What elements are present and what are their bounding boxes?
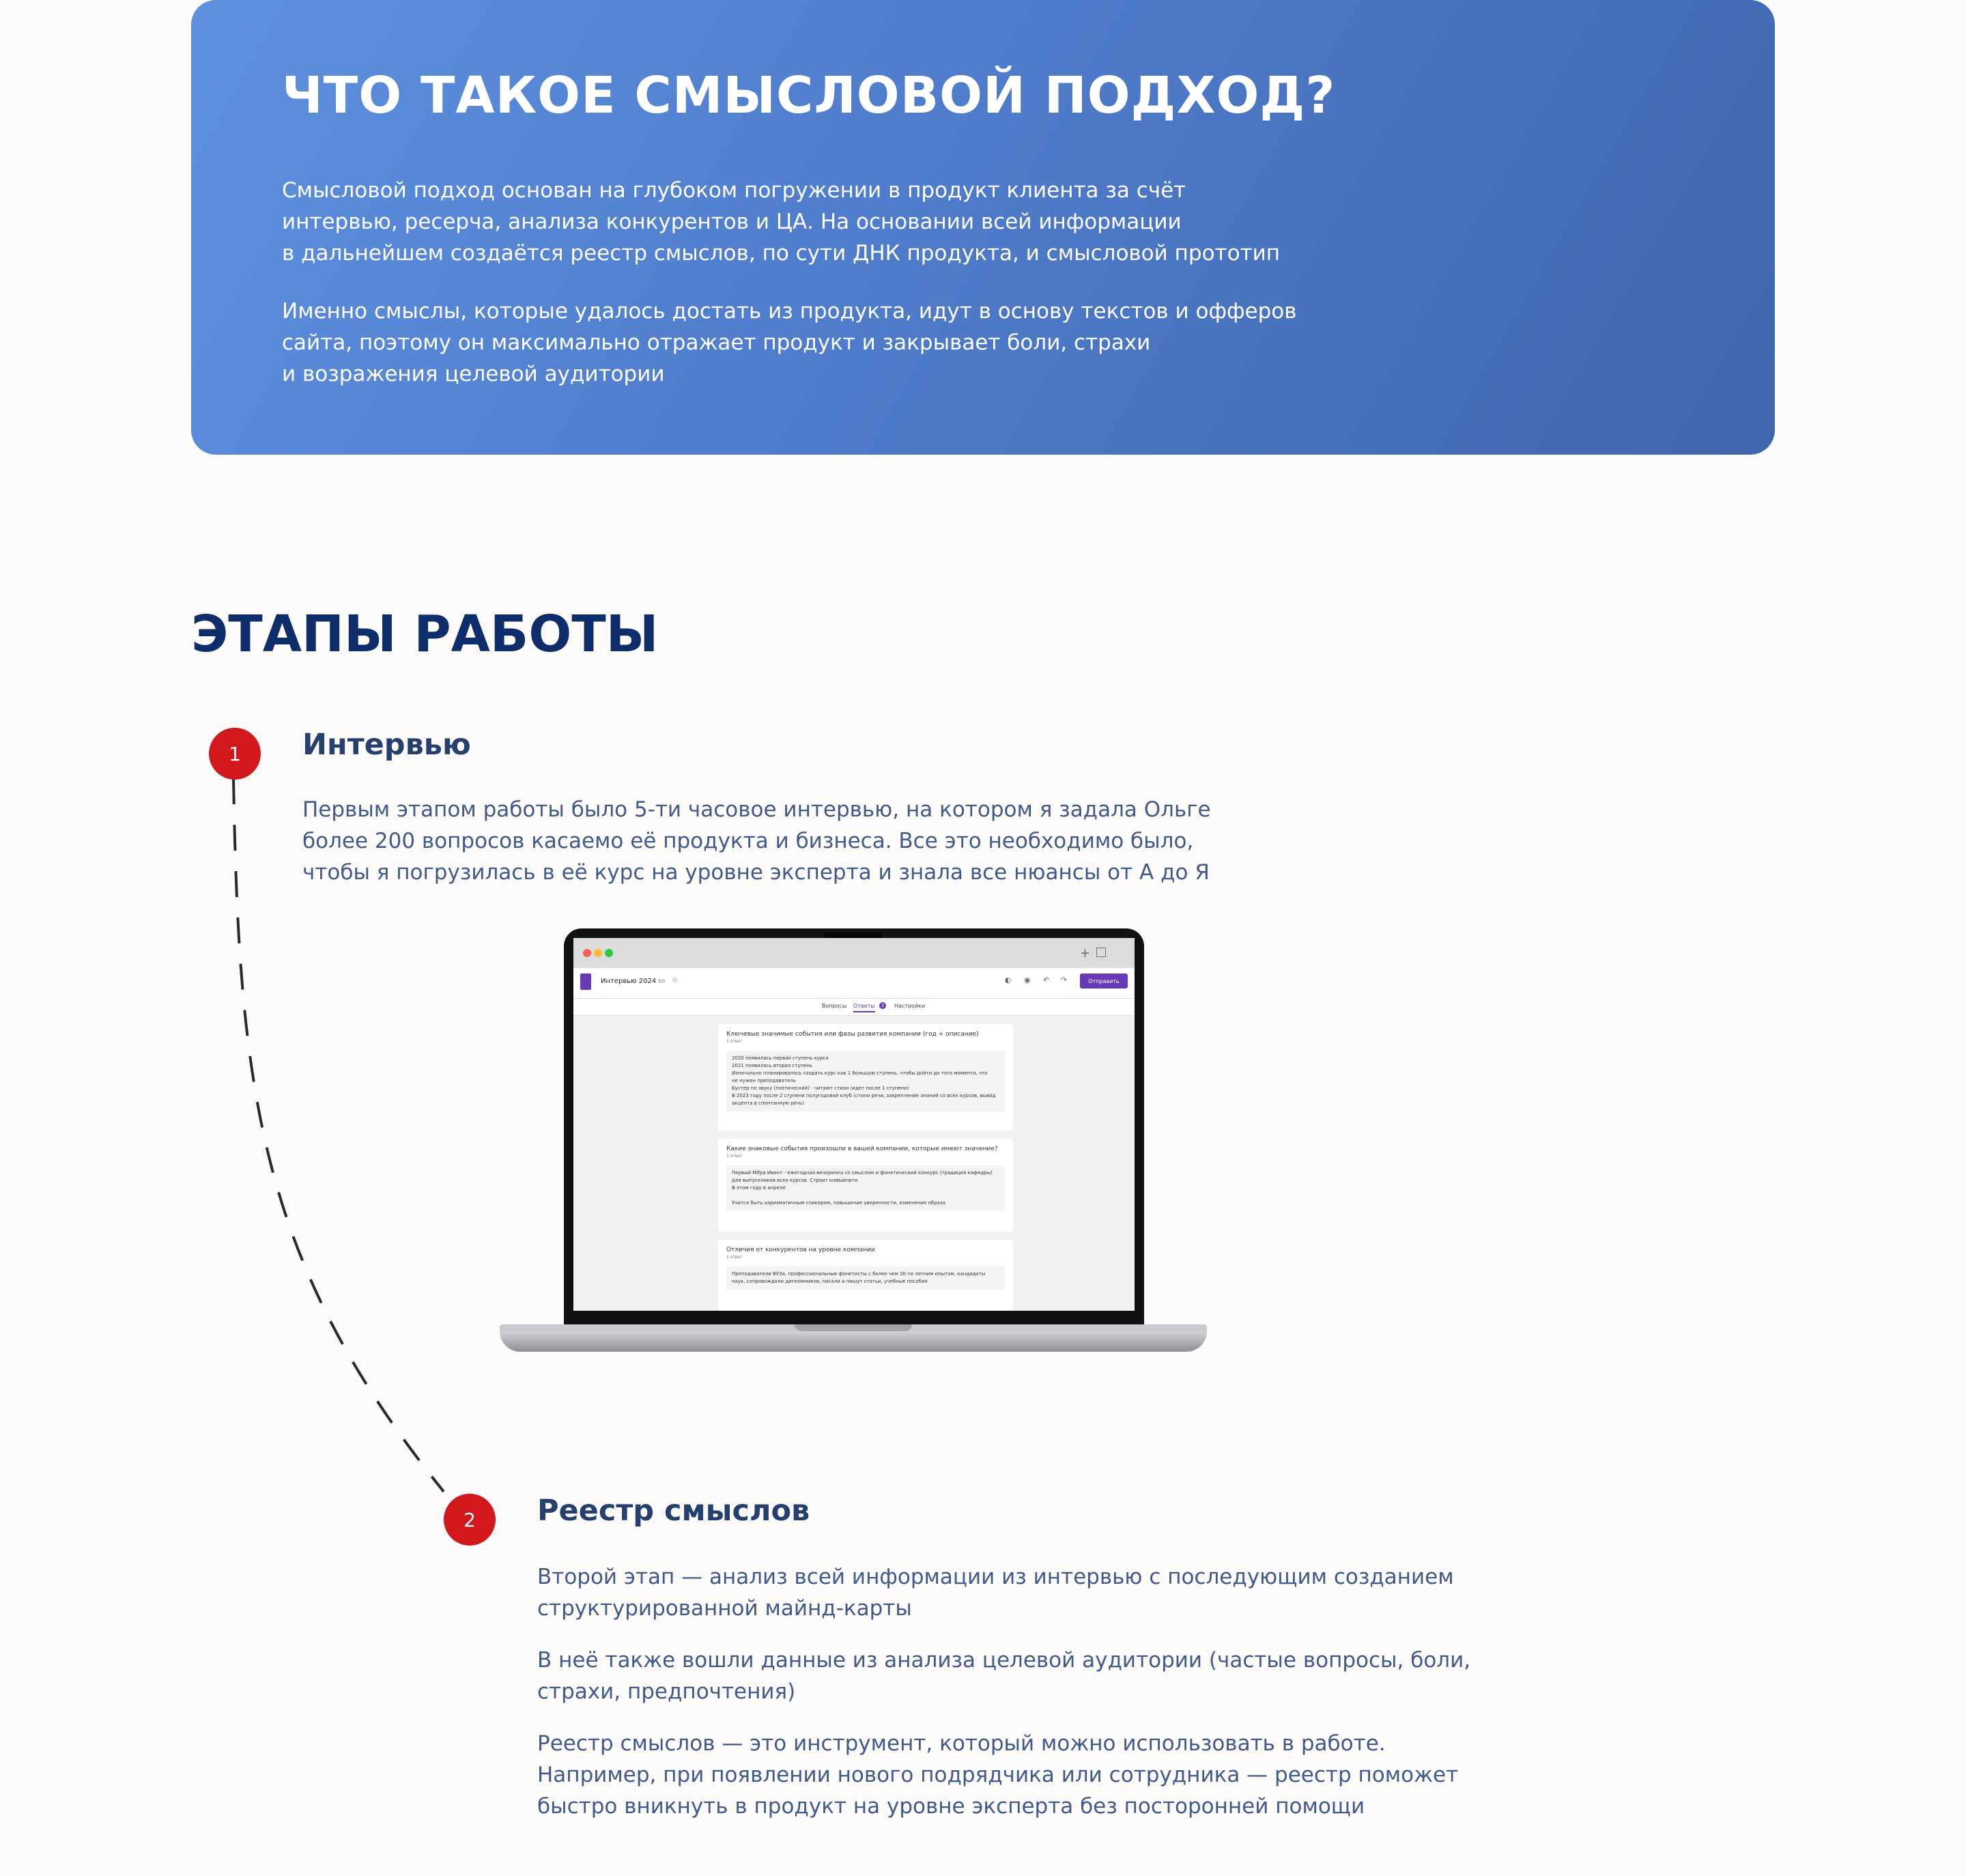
card-answer: Преподаватели ВУЗа, профессиональные фонетисты с более чем 20-ти летним опытом, кандидаты наук, сопровождали дипломников, писали и пишут статьи, учебные пособия bbox=[726, 1266, 1005, 1290]
answer-card bbox=[718, 1240, 1013, 1311]
tab-questions[interactable]: Вопросы bbox=[822, 1003, 847, 1009]
card-count: 1 ответ bbox=[726, 1255, 743, 1260]
step-2-title: Реестр смыслов bbox=[537, 1494, 810, 1528]
form-tabs bbox=[573, 999, 1135, 1016]
card-question: Ключевые значимые события или фазы развития компании (год + описание) bbox=[726, 1031, 979, 1038]
laptop-base bbox=[500, 1331, 1207, 1352]
step-2-text-3: Реестр смыслов — это инструмент, который можно использовать в работе. Например, при появлении нового подрядчика или сотрудника — реестр поможет быстро вникнуть в продукт на уровне эксперта без посторонней помощи bbox=[537, 1731, 1459, 1819]
hero-paragraph-1: Смысловой подход основан на глубоком погружении в продукт клиента за счёт интервью, ресерча, анализа конкурентов и ЦА. На основании всей информации в дальнейшем создаётся реестр смыслов, по сути ДНК продукта, и смысловой прототип bbox=[282, 178, 1281, 266]
forms-logo-icon bbox=[580, 973, 591, 990]
laptop-lid bbox=[564, 928, 1144, 1328]
answer-card bbox=[718, 1139, 1013, 1232]
undo-icon[interactable]: ↶ bbox=[1043, 976, 1050, 984]
laptop-mockup bbox=[500, 928, 1207, 1359]
tab-settings[interactable]: Настройки bbox=[894, 1003, 926, 1009]
card-count: 1 ответ bbox=[726, 1154, 743, 1159]
preview-icon[interactable]: ◉ bbox=[1024, 976, 1031, 984]
answers-count-badge: 3 bbox=[879, 1002, 886, 1009]
step-2-text-2: В неё также вошли данные из анализа целевой аудитории (частые вопросы, боли, страхи, предпочтения) bbox=[537, 1648, 1471, 1704]
new-tab-icon[interactable]: + bbox=[1080, 946, 1091, 961]
browser-bar bbox=[573, 938, 1135, 968]
step-1-number: 1 bbox=[209, 728, 261, 780]
form-title: Интервью 2024 bbox=[601, 978, 657, 985]
send-button[interactable]: Отправить bbox=[1080, 973, 1128, 989]
tab-answers[interactable]: Ответы bbox=[853, 1003, 875, 1012]
stages-title: ЭТАПЫ РАБОТЫ bbox=[191, 605, 659, 664]
minimize-window-icon[interactable] bbox=[594, 949, 602, 957]
laptop-groove bbox=[795, 1324, 912, 1331]
step-2-text-1: Второй этап — анализ всей информации из интервью с последующим созданием структурированной майнд-карты bbox=[537, 1565, 1454, 1621]
folder-icon[interactable]: ▭ bbox=[658, 976, 666, 985]
card-answer: 2020 появилась первая ступень курса 2021 появилась вторая ступень Изначально планировалось создать курс как 1 большую ступень, чтобы дойти до того момента, что не нужен преподаватель Бустер по звуку (поэтический) - читают стихи (идет после 1 ступени) В 2023 году после 2 ступени полугодовой клуб (стили речи, закрепление знаний со всех курсов, вывод акцента в спонтанную речь) bbox=[726, 1051, 1005, 1111]
form-header bbox=[573, 968, 1135, 999]
star-icon[interactable]: ☆ bbox=[672, 976, 679, 984]
card-question: Отличия от конкурентов на уровне компании bbox=[726, 1247, 875, 1253]
answer-card bbox=[718, 1024, 1013, 1131]
maximize-window-icon[interactable] bbox=[605, 949, 613, 957]
card-answer: Первый Mlfpa Ивент - ежегодная вечеринка со смыслом и фонетический конкурс (традиция кафедры) для выпускников всех курсов. Строит комьюнити В этом году в апреле Учится быть харизматичным спикером, повышение уверенности, изменение образа bbox=[726, 1165, 1005, 1211]
palette-icon[interactable]: ◐ bbox=[1005, 976, 1012, 984]
hero-paragraph-2: Именно смыслы, которые удалось достать из продукта, идут в основу текстов и офферов сайта, поэтому он максимально отражает продукт и закрывает боли, страхи и возражения целевой аудитории bbox=[282, 299, 1297, 386]
card-question: Какие знаковые события произошли в вашей компании, которые имеют значение? bbox=[726, 1146, 998, 1152]
card-count: 1 ответ bbox=[726, 1039, 743, 1044]
tabs-overview-icon[interactable] bbox=[1096, 948, 1106, 957]
redo-icon[interactable]: ↷ bbox=[1061, 976, 1068, 984]
step-1-title: Интервью bbox=[302, 728, 471, 762]
step-2-number: 2 bbox=[444, 1494, 496, 1546]
step-1-text: Первым этапом работы было 5-ти часовое интервью, на котором я задала Ольге более 200 вопросов касаемо её продукта и бизнеса. Все это необходимо было, чтобы я погрузилась в её курс на уровне эксперта и знала все нюансы от А до Я bbox=[302, 797, 1211, 885]
hero-title: ЧТО ТАКОЕ СМЫСЛОВОЙ ПОДХОД? bbox=[282, 66, 1336, 125]
laptop-screen bbox=[573, 938, 1135, 1311]
close-window-icon[interactable] bbox=[583, 949, 591, 957]
